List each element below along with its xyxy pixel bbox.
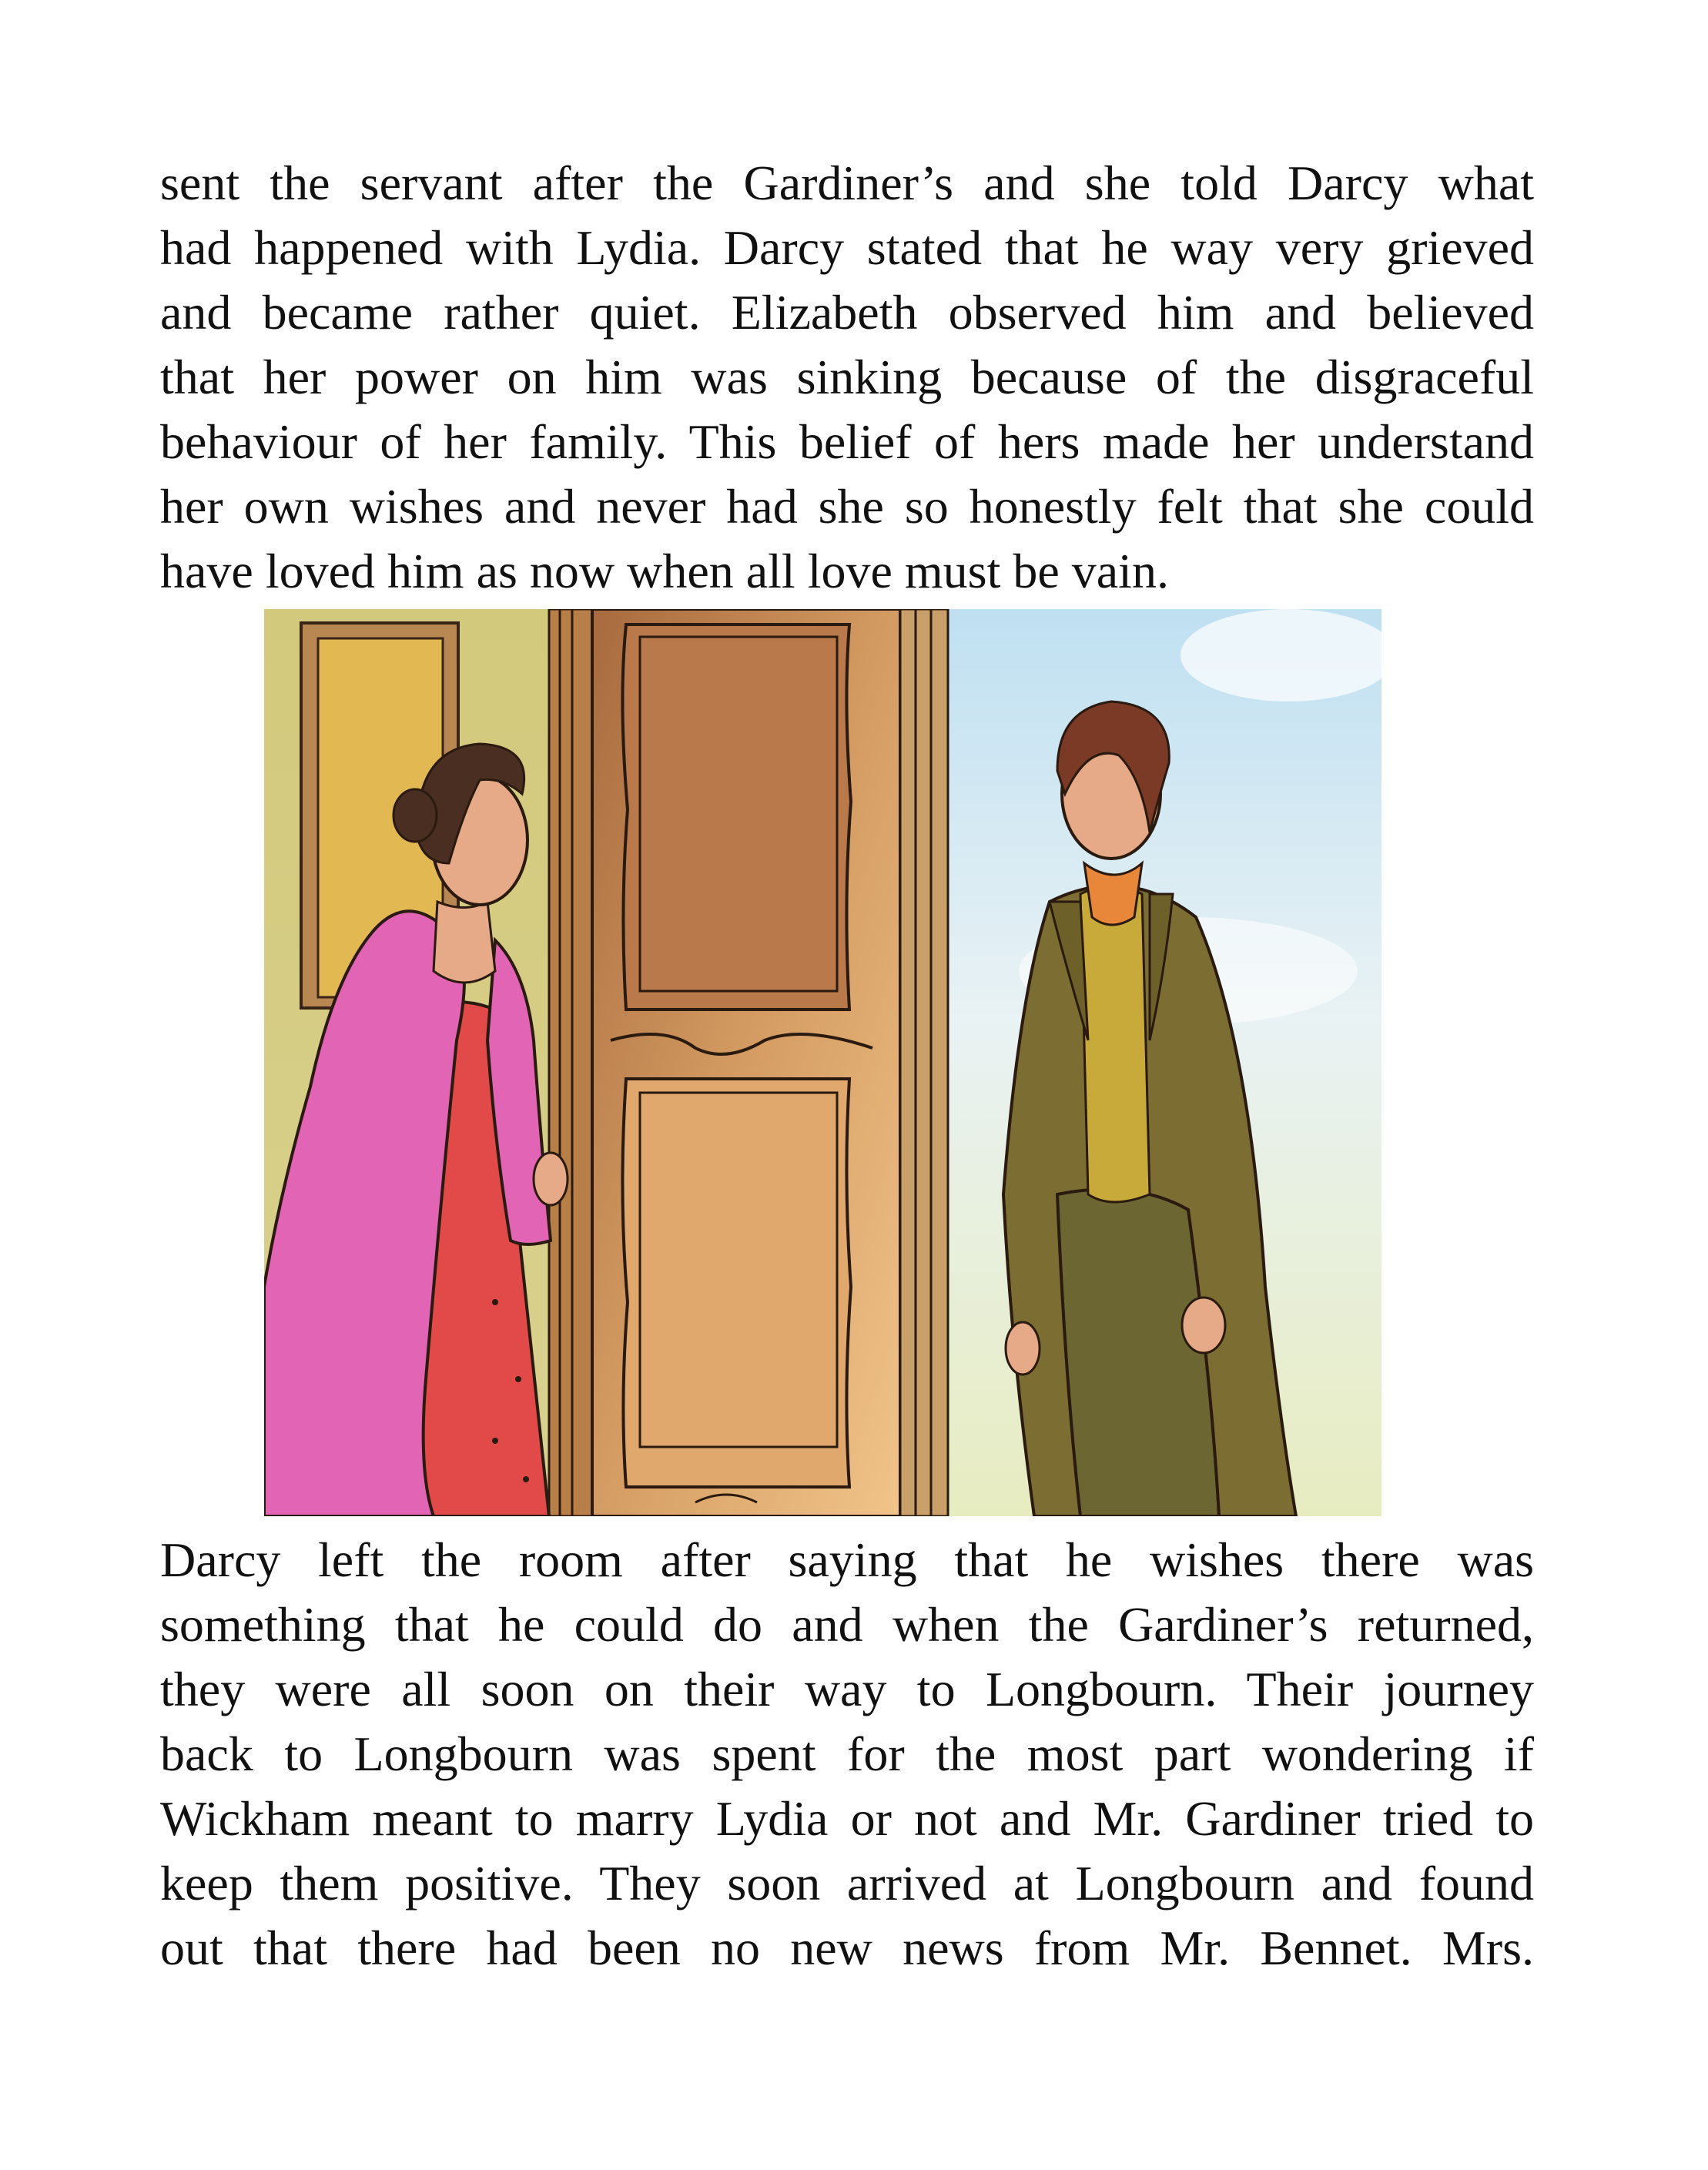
text-line: and became rather quiet. Elizabeth observed him and believed [160,285,1534,340]
story-illustration [264,609,1381,1516]
text-line: behaviour of her family. This belief of hers made her understand [160,414,1534,469]
text-line: have loved him as now when all love must be vain. [160,544,1169,598]
text-line: that her power on him was sinking because of the disgraceful [160,350,1534,404]
text-line: back to Longbourn was spent for the most part wondering if [160,1726,1534,1781]
door [592,609,900,1516]
text-line: Darcy left the room after saying that he wishes there was [160,1532,1534,1587]
text-line: sent the servant after the Gardiner’s and she told Darcy what [160,156,1534,210]
text-line: out that there had been no new news from Mr. Bennet. Mrs. [160,1921,1534,1975]
text-line: Wickham meant to marry Lydia or not and Mr. Gardiner tried to [160,1791,1534,1846]
paragraph-bottom [160,1528,1534,1981]
text-line: something that he could do and when the Gardiner’s returned, [160,1597,1534,1652]
text-line: her own wishes and never had she so honestly felt that she could [160,479,1534,534]
text-line: keep them positive. They soon arrived at Longbourn and found [160,1856,1534,1910]
text-line: had happened with Lydia. Darcy stated that he way very grieved [160,220,1534,275]
paragraph-top [160,151,1534,604]
text-line: they were all soon on their way to Longbourn. Their journey [160,1662,1534,1716]
